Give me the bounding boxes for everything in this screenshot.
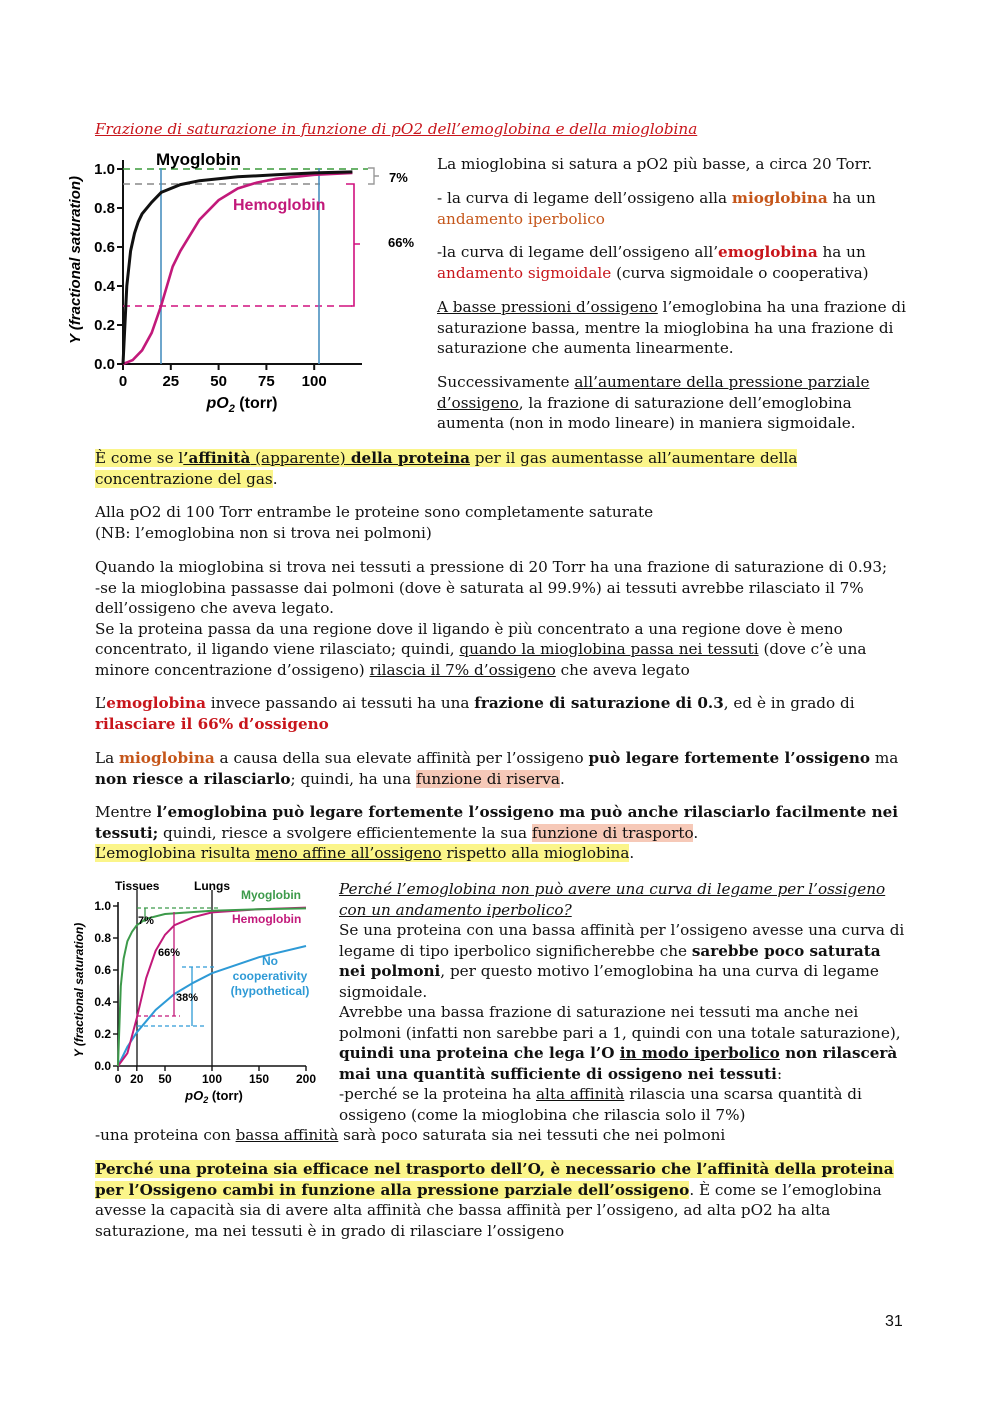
right1-p4: A basse pressioni d’ossigeno l’emoglobina ha una frazione di saturazione bassa, mentre la mioglobina ha una frazione di saturazione che aumenta linearmente. xyxy=(437,298,907,357)
chart2-xtick-label: 20 xyxy=(130,1072,144,1086)
chart1-series-myoglobin: Myoglobin xyxy=(156,150,241,169)
chart1-bracket-7 xyxy=(368,168,379,184)
chart2-ytick-label: 0.2 xyxy=(94,1027,111,1041)
chart1-label-66: 66% xyxy=(388,235,415,250)
chart2-ytick-label: 0.6 xyxy=(94,963,111,977)
chart2-xtick-label: 200 xyxy=(295,1072,317,1086)
chart1-ytick-label: 0.6 xyxy=(94,239,115,256)
page-number: 31 xyxy=(885,1313,903,1330)
chart2-ytick-label: 0.8 xyxy=(94,931,111,945)
chart2-series-nocoop-3: (hypothetical) xyxy=(230,984,310,998)
chart1-xtick-label: 75 xyxy=(258,373,275,390)
chart2-xtick-label: 0 xyxy=(114,1072,122,1086)
para-hemoglobin: L’emoglobina invece passando ai tessuti ha una frazione di saturazione di 0.3, ed è in grado di rilasciare il 66% d’ossigeno xyxy=(95,694,855,733)
chart2-xtick-label: 150 xyxy=(248,1072,270,1086)
chart1-ylabel: Y (fractional saturation) xyxy=(67,175,84,345)
para-mentre: Mentre l’emoglobina può legare fortemente l’ossigeno ma può anche rilasciarlo facilmente nei tessuti; quindi, riesce a svolgere efficientemente la sua funzione di trasporto. L’emoglobina risulta meno affine all’ossigeno rispetto alla mioglobina. xyxy=(95,803,899,862)
chart1-xtick-label: 25 xyxy=(162,373,180,390)
chart2-ytick-label: 0.4 xyxy=(94,995,111,1009)
para-myoglobin: La mioglobina a causa della sua elevate affinità per l’ossigeno può legare fortemente l’ossigeno ma non riesce a rilasciarlo; quindi, ha una funzione di riserva. xyxy=(95,749,899,788)
section-title: Frazione di saturazione in funzione di pO2 dell’emoglobina e della mioglobina xyxy=(95,120,698,138)
right1-p3: -la curva di legame dell’ossigeno all’emoglobina ha un andamento sigmoidale (curva sigmoidale o cooperativa) xyxy=(437,243,869,282)
chart2-ytick-label: 0.0 xyxy=(94,1059,111,1073)
chart1-ytick-label: 0.2 xyxy=(94,317,115,334)
chart1-xtick-label: 50 xyxy=(210,373,227,390)
chart1-xlabel: $pO_2$ (torr) xyxy=(206,395,278,415)
chart2-label-38: 38% xyxy=(176,992,199,1004)
right1-p1: La mioglobina si satura a pO2 più basse, a circa 20 Torr. xyxy=(437,155,873,173)
chart2-tissues-label: Tissues xyxy=(115,879,160,893)
para-100-torr: Alla pO2 di 100 Torr entrambe le proteine sono completamente saturate (NB: l’emoglobina non si trova nei polmoni) xyxy=(95,503,654,542)
chart1-ytick-label: 0.4 xyxy=(94,278,115,295)
chart1-bracket-66 xyxy=(346,184,360,306)
chart1-ytick-label: 1.0 xyxy=(94,161,115,178)
chart2-ytick-label: 1.0 xyxy=(94,899,111,913)
para-final: Perché una proteina sia efficace nel trasporto dell’O, è necessario che l’affinità della proteina per l’Ossigeno cambi in funzione alla pressione parziale dell’ossigeno. È come se l’emoglobina avesse la capacità sia di avere alta affinità che bassa affinità per l’ossigeno, ad alta pO2 ha alta saturazione, ma nei tessuti è in grado di rilasciare l’ossigeno xyxy=(95,1160,894,1240)
chart1-series-hemoglobin: Hemoglobin xyxy=(233,197,326,214)
para-20-torr: Quando la mioglobina si trova nei tessuti a pressione di 20 Torr ha una frazione di saturazione di 0.93; -se la mioglobina passasse dai polmoni (dove è saturata al 99.9%) ai tessuti avrebbe rilasciato il 7% dell’ossigeno che aveva legato. Se la proteina passa da una regione dove il ligando è più concentrato a una regione dove è meno concentrato, il ligando viene rilasciato; quindi, quando la mioglobina passa nei tessuti (dove c’è una minore concentrazione d’ossigeno) rilascia il 7% d’ossigeno che aveva legato xyxy=(95,558,888,679)
line-low-affinity: -una proteina con bassa affinità sarà poco saturata sia nei tessuti che nei polmoni xyxy=(95,1126,726,1144)
chart2-ylabel: Y (fractional saturation) xyxy=(72,922,86,1058)
right1-p5: Successivamente all’aumentare della pressione parziale d’ossigeno, la frazione di saturazione dell’emoglobina aumenta (non in modo lineare) in maniera sigmoidale. xyxy=(437,373,870,432)
chart2-series-nocoop-1: No xyxy=(262,954,278,968)
chart2-xtick-label: 100 xyxy=(201,1072,223,1086)
saturation-chart-2 xyxy=(70,876,340,1106)
para-affinity: È come se l’affinità (apparente) della proteina per il gas aumentasse all’aumentare della concentrazione del gas. xyxy=(95,449,798,488)
saturation-chart-1 xyxy=(66,146,426,416)
chart2-series-myoglobin: Myoglobin xyxy=(241,888,301,902)
chart1-xtick-label: 100 xyxy=(301,373,327,390)
chart1-ytick-label: 0.8 xyxy=(94,200,115,217)
right1-p2: - la curva di legame dell’ossigeno alla mioglobina ha un andamento iperbolico xyxy=(437,189,876,228)
chart2-series-hemoglobin: Hemoglobin xyxy=(232,912,302,926)
chart2-lungs-label: Lungs xyxy=(194,879,230,893)
chart2-label-7: 7% xyxy=(138,915,154,927)
chart1-xtick-label: 0 xyxy=(118,373,128,390)
chart2-series-nocoop-2: cooperativity xyxy=(232,969,308,983)
chart1-ytick-label: 0.0 xyxy=(94,356,115,373)
chart2-label-66: 66% xyxy=(158,947,181,959)
right2-block: Perché l’emoglobina non può avere una curva di legame per l’ossigeno con un andamento iperbolico? Se una proteina con una bassa affinità per l’ossigeno avesse una curva di legame di tipo iperbolico significherebbe che sarebbe poco saturata nei polmoni, per questo motivo l’emoglobina ha una curva di legame sigmoidale. Avrebbe una bassa frazione di saturazione nei tessuti ma anche nei polmoni (infatti non sarebbe pari a 1, quindi con una totale saturazione), quindi una proteina che lega l’O in modo iperbolico non rilascerà mai una quantità sufficiente di ossigeno nei tessuti: -perché se la proteina ha alta affinità rilascia una scarsa quantità di ossigeno (come la mioglobina che rilascia solo il 7%) xyxy=(339,880,905,1124)
chart2-xlabel: $pO_2$ (torr) xyxy=(185,1088,243,1105)
chart1-label-7: 7% xyxy=(389,170,408,185)
chart2-xtick-label: 50 xyxy=(158,1072,172,1086)
